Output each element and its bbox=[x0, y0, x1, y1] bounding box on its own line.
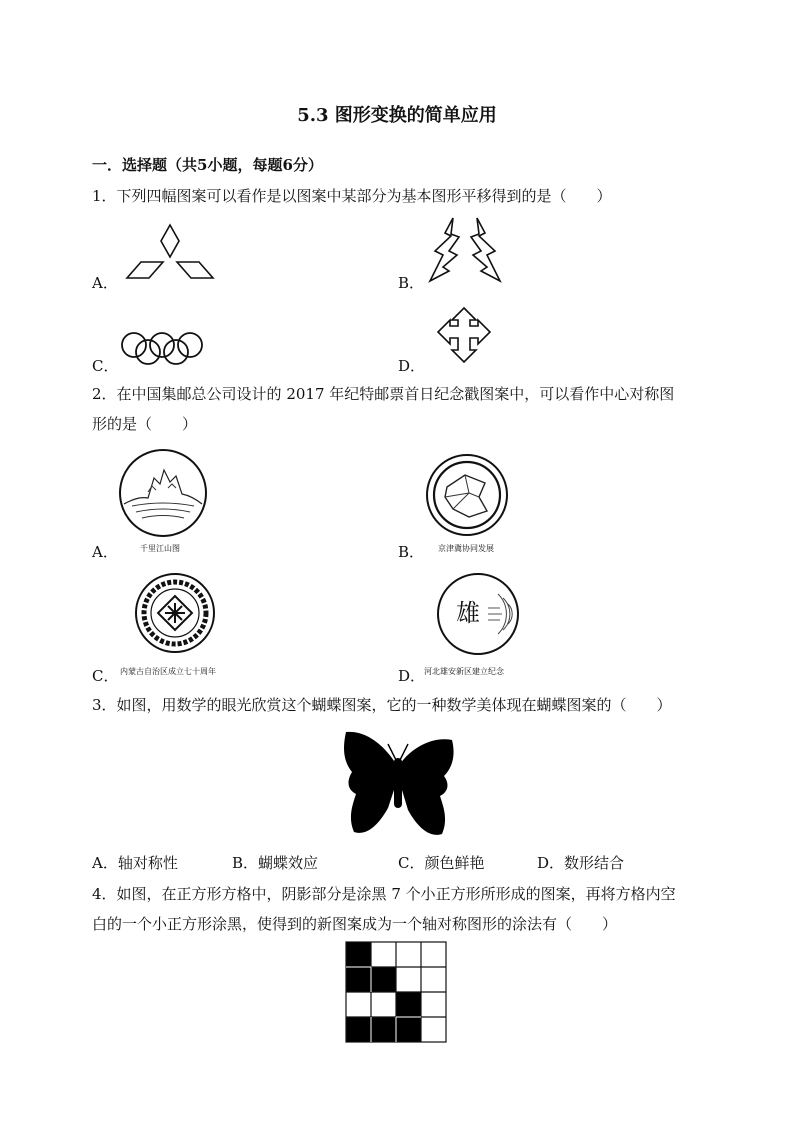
q1-figure-d-arrows bbox=[430, 302, 498, 368]
q2-option-d-label: D． bbox=[398, 667, 426, 685]
grid-shaded-cell bbox=[371, 1017, 396, 1042]
q1-figure-b-zigzags bbox=[425, 215, 510, 287]
q4-grid-figure bbox=[346, 942, 448, 1044]
grid-shaded-cell bbox=[346, 1017, 371, 1042]
grid-shaded-cell bbox=[346, 942, 371, 967]
q2-stamp-b-hands bbox=[425, 453, 510, 538]
question-2-line-2: 形的是（ ） bbox=[92, 415, 198, 433]
q3-option-b: B．蝴蝶效应 bbox=[232, 854, 319, 872]
q1-option-c-label: C． bbox=[92, 357, 119, 375]
q2-stamp-c-knot bbox=[134, 572, 216, 654]
q2-option-b-label: B． bbox=[398, 543, 425, 561]
q1-figure-c-rings bbox=[118, 330, 206, 366]
grid-shaded-cell bbox=[396, 1017, 421, 1042]
q3-option-a: A．轴对称性 bbox=[92, 854, 178, 872]
q2-caption-c: 内蒙古自治区成立七十周年 bbox=[120, 667, 216, 676]
q3-option-c: C．颜色鲜艳 bbox=[398, 854, 485, 872]
question-2-line-1: 2．在中国集邮总公司设计的 2017 年纪特邮票首日纪念戳图案中，可以看作中心对称图 bbox=[92, 385, 675, 403]
q1-option-a-label: A． bbox=[92, 274, 118, 292]
q1-figure-a-parallelograms bbox=[115, 222, 220, 287]
q2-caption-d: 河北雄安新区建立纪念 bbox=[424, 667, 504, 676]
q2-stamp-d-character: 雄 bbox=[456, 599, 480, 627]
q2-caption-a: 千里江山图 bbox=[140, 544, 180, 553]
question-4-line-2: 白的一个小正方形涂黑，使得到的新图案成为一个轴对称图形的涂法有（ ） bbox=[92, 915, 618, 933]
grid-shaded-cell bbox=[346, 967, 371, 992]
q2-option-c-label: C． bbox=[92, 667, 119, 685]
q1-option-d-label: D． bbox=[398, 357, 426, 375]
section-heading: 一．选择题（共5小题，每题6分） bbox=[92, 156, 323, 174]
q1-option-b-label: B． bbox=[398, 274, 425, 292]
grid-shaded-cell bbox=[371, 967, 396, 992]
question-4-line-1: 4．如图，在正方形方格中，阴影部分是涂黑 7 个小正方形所形成的图案，再将方格内空 bbox=[92, 885, 676, 903]
q2-option-a-label: A． bbox=[92, 543, 118, 561]
q3-butterfly-figure bbox=[338, 728, 458, 840]
q2-caption-b: 京津冀协同发展 bbox=[438, 544, 494, 553]
q3-option-d: D．数形结合 bbox=[537, 854, 625, 872]
question-1-text: 1．下列四幅图案可以看作是以图案中某部分为基本图形平移得到的是（ ） bbox=[92, 187, 612, 205]
question-3-text: 3．如图，用数学的眼光欣赏这个蝴蝶图案，它的一种数学美体现在蝴蝶图案的（ ） bbox=[92, 696, 672, 714]
grid-shaded-cell bbox=[396, 992, 421, 1017]
page-title: 5.3 图形变换的简单应用 bbox=[297, 105, 497, 126]
q2-stamp-a-mountains bbox=[118, 448, 208, 538]
